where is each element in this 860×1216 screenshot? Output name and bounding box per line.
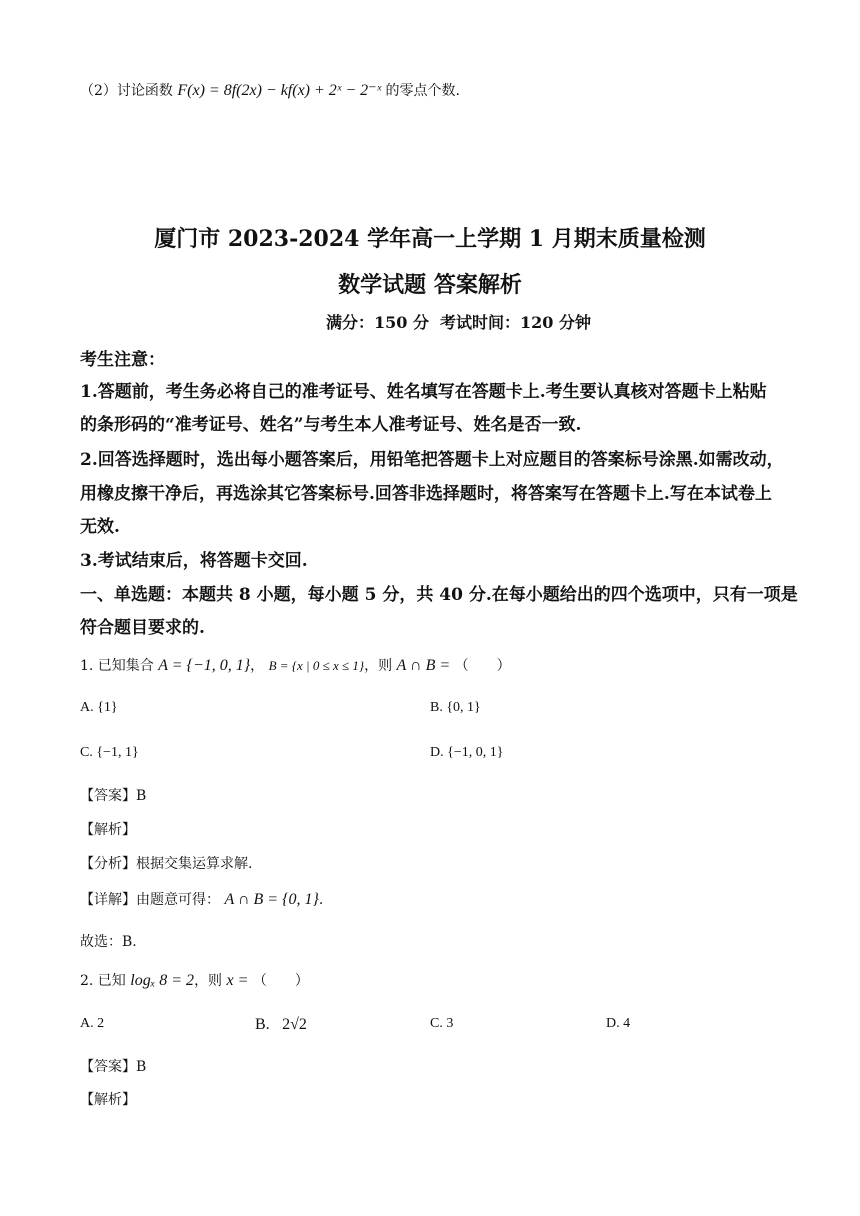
q1-detail-expr: A ∩ B = {0, 1} (224, 891, 319, 908)
notice-item1-line2: 的条形码的“准考证号、姓名”与考生本人准考证号、姓名是否一致. (80, 415, 582, 435)
section1-line1: 一、单选题：本题共 8 小题，每小题 5 分，共 40 分.在每小题给出的四个选项中，只有一项是 (80, 585, 798, 605)
q2-stem-mid: ，则 (194, 973, 223, 989)
q2-option-a: A. 2 (80, 1016, 105, 1031)
prev-question-suffix: 的零点个数. (385, 83, 460, 99)
notice-item3: 3.考试结束后，将答题卡交回. (80, 551, 308, 571)
q1-option-c: C. {−1, 1} (80, 745, 139, 760)
exam-time: 考试时间：120 分钟 (440, 313, 591, 332)
q2-option-b-label: B. (255, 1016, 270, 1033)
q1-set-a: A = {−1, 0, 1} (158, 657, 251, 674)
q1-stem-prefix: 1. 已知集合 (80, 658, 154, 674)
q2-var: x = (226, 972, 249, 989)
q1-answer: 【答案】B (80, 788, 147, 804)
doc-title-line2: 数学试题 答案解析 (338, 272, 522, 298)
q2-stem-prefix: 2. 已知 (80, 973, 126, 989)
q1-sep1: ， (250, 658, 265, 674)
prev-question-formula: F(x) = 8f(2x) − kf(x) + 2ˣ − 2⁻ˣ (177, 82, 382, 99)
prev-question-prefix: （2）讨论函数 (80, 83, 173, 99)
q1-sep2: ，则 (364, 658, 393, 674)
q1-set-b: B = {x | 0 ≤ x ≤ 1} (268, 658, 365, 673)
q2-option-c: C. 3 (430, 1016, 454, 1031)
q2-option-d: D. 4 (606, 1016, 631, 1031)
q2-paren: （ ） (252, 973, 309, 989)
q2-analysis: 【解析】 (80, 1092, 136, 1108)
q1-stem (80, 655, 511, 675)
q2-option-b (255, 1016, 307, 1034)
q1-detail-suffix: . (318, 892, 324, 908)
q1-option-a: A. {1} (80, 700, 118, 715)
q2-answer: 【答案】B (80, 1059, 147, 1075)
q2-stem (80, 970, 309, 990)
notice-item2-line3: 无效. (80, 517, 120, 537)
q2-expr: logₓ 8 = 2 (130, 972, 195, 989)
doc-title-line1: 厦门市 2023-2024 学年高一上学期 1 月期末质量检测 (154, 226, 706, 252)
q1-analysis: 【解析】 (80, 822, 136, 838)
q1-expr: A ∩ B = (396, 657, 451, 674)
q1-detail (80, 889, 323, 909)
q1-paren: （ ） (454, 658, 511, 674)
notice-heading: 考生注意： (80, 350, 165, 370)
full-score: 满分：150 分 (326, 313, 429, 332)
q1-detail-prefix: 【详解】由题意可得： (80, 892, 220, 908)
q1-option-b: B. {0, 1} (430, 700, 481, 715)
q1-option-d: D. {−1, 0, 1} (430, 745, 504, 760)
q1-choice: 故选：B. (80, 934, 137, 950)
prev-question-line (80, 80, 460, 100)
section1-line2: 符合题目要求的. (80, 618, 205, 638)
q2-option-b-math: 2√2 (282, 1016, 307, 1033)
notice-item1-line1: 1.答题前，考生务必将自己的准考证号、姓名填写在答题卡上.考生要认真核对答题卡上粘贴 (80, 382, 767, 402)
notice-item2-line2: 用橡皮擦干净后，再选涂其它答案标号.回答非选择题时，将答案写在答题卡上.写在本试卷上 (80, 484, 772, 504)
q1-fenxi: 【分析】根据交集运算求解. (80, 856, 253, 872)
notice-item2-line1: 2.回答选择题时，选出每小题答案后，用铅笔把答题卡上对应题目的答案标号涂黑.如需改动， (80, 450, 784, 470)
